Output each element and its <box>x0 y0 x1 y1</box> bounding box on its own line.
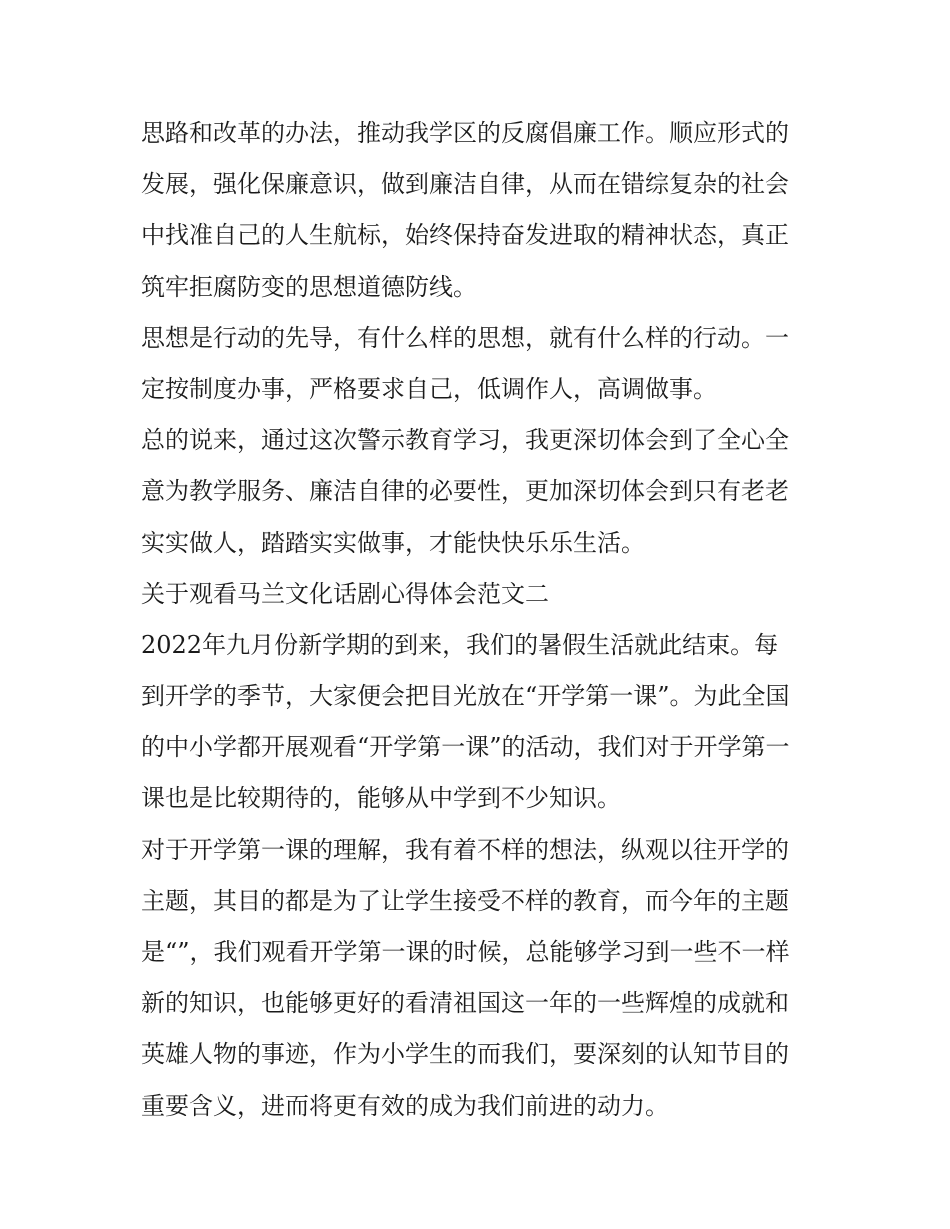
text-line: 英雄人物的事迹，作为小学生的而我们，要深刻的认知节目的 <box>141 1040 789 1069</box>
text-line: 2022年九月份新学期的到来，我们的暑假生活就此结束。每 <box>141 630 779 659</box>
text-line: 重要含义，进而将更有效的成为我们前进的动力。 <box>141 1091 669 1120</box>
paragraph-anticorruption-summary <box>141 108 813 313</box>
paragraph-conclusion <box>141 415 813 569</box>
text-line: 主题，其目的都是为了让学生接受不样的教育，而今年的主题 <box>141 886 789 915</box>
text-line: 意为教学服务、廉洁自律的必要性，更加深切体会到只有老老 <box>141 477 789 506</box>
text-line: 发展，强化保廉意识，做到廉洁自律，从而在错综复杂的社会 <box>141 170 789 199</box>
text-line: 到开学的季节，大家便会把目光放在“开学第一课”。为此全国 <box>141 682 790 711</box>
paragraph-new-semester <box>141 620 813 825</box>
text-line: 实实做人，踏踏实实做事，才能快快乐乐生活。 <box>141 528 645 557</box>
text-line: 的中小学都开展观看“开学第一课”的活动，我们对于开学第一 <box>141 733 790 762</box>
text-line: 新的知识，也能够更好的看清祖国这一年的一些辉煌的成就和 <box>141 989 789 1018</box>
document-body <box>141 108 813 1132</box>
text-line: 筑牢拒腐防变的思想道德防线。 <box>141 272 477 301</box>
text-line: 课也是比较期待的，能够从中学到不少知识。 <box>141 784 621 813</box>
text-line: 总的说来，通过这次警示教育学习，我更深切体会到了全心全 <box>141 426 789 455</box>
text-line: 中找准自己的人生航标，始终保持奋发进取的精神状态，真正 <box>141 221 789 250</box>
paragraph-first-lesson <box>141 825 813 1132</box>
text-line: 对于开学第一课的理解，我有着不样的想法，纵观以往开学的 <box>141 835 789 864</box>
section-title: 关于观看马兰文化话剧心得体会范文二 <box>141 579 549 608</box>
section-heading <box>141 569 813 620</box>
text-line: 思路和改革的办法，推动我学区的反腐倡廉工作。顺应形式的 <box>141 119 789 147</box>
text-line: 是“”，我们观看开学第一课的时候，总能够学习到一些不一样 <box>141 938 790 966</box>
text-line: 定按制度办事，严格要求自己，低调作人，高调做事。 <box>141 374 717 403</box>
text-line: 思想是行动的先导，有什么样的思想，就有什么样的行动。一 <box>141 323 789 352</box>
paragraph-thought-action <box>141 313 813 415</box>
